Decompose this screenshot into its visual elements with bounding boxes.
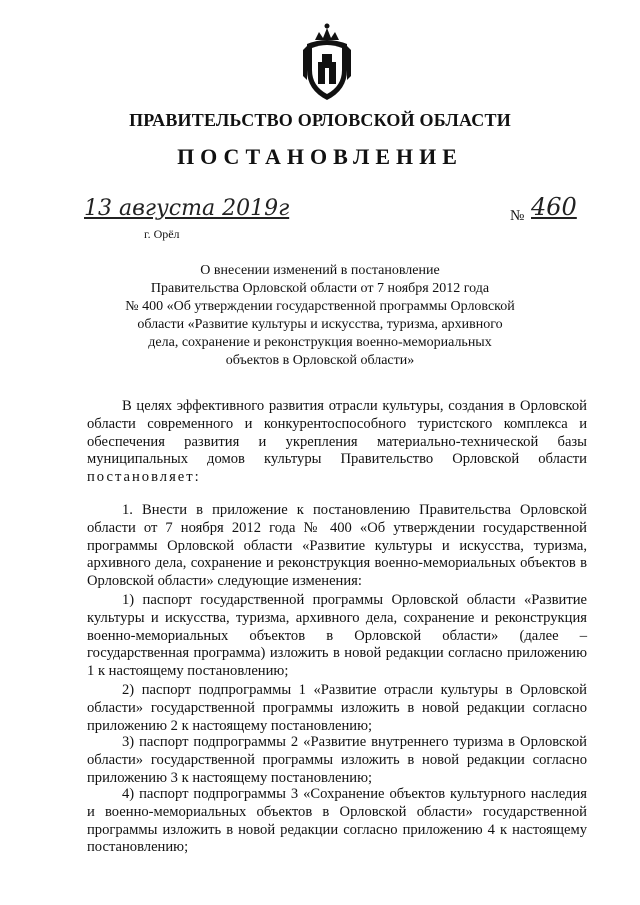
- item-1: 1. Внести в приложение к постановлению Правительства Орловской области от 7 ноября 2012 года № 400 «Об утверждении государственной программы Орловской области «Развитие культуры и искусства, туризма, архивного дела, сохранение и реконструкция военно-мемориальных объектов в Орловской области» следующие изменения:: [87, 502, 587, 590]
- title-line: объектов в Орловской области»: [225, 353, 415, 368]
- subitem-1: 1) паспорт государственной программы Орловской области «Развитие культуры и искусства, туризма, архивного дела, сохранение и реконструкция военно-мемориальных объектов в Орловской области» (далее – государственная программа) изложить в новой редакции согласно приложению 1 к настоящему постановлению;: [87, 592, 587, 680]
- document-number: 460: [531, 193, 577, 221]
- subitem-3: 3) паспорт подпрограммы 2 «Развитие внутреннего туризма в Орловской области» государственной программы изложить в новой редакции согласно приложению 3 к настоящему постановлению;: [87, 734, 587, 786]
- document-date: 13 августа 2019г: [84, 196, 290, 221]
- title-line: Правительства Орловской области от 7 ноября 2012 года: [150, 281, 490, 296]
- preamble-text: В целях эффективного развития отрасли культуры, создания в Орловской области современного и конкурентоспособного туристского комплекса и обеспечения развития и укрепления материально-технической базы муниципальных домов культуры Правительство Орловской области: [87, 398, 587, 468]
- title-line: области «Развитие культуры и искусства, туризма, архивного: [137, 317, 503, 332]
- subitem-4: 4) паспорт подпрограммы 3 «Сохранение объектов культурного наследия и военно-мемориальных объектов в Орловской области» государственной программы изложить в новой редакции согласно приложению 4 к настоящему постановлению;: [87, 786, 587, 856]
- title-line: О внесении изменений в постановление: [200, 263, 440, 278]
- document-title: [120, 262, 520, 370]
- organization-title: ПРАВИТЕЛЬСТВО ОРЛОВСКОЙ ОБЛАСТИ: [129, 110, 511, 130]
- preamble-paragraph: [87, 398, 587, 487]
- document-type: ПОСТАНОВЛЕНИЕ: [177, 144, 463, 169]
- coat-of-arms-icon: [301, 20, 353, 102]
- title-line: № 400 «Об утверждении государственной программы Орловской: [125, 299, 515, 314]
- resolves-word: постановляет:: [87, 469, 201, 486]
- number-label: №: [510, 208, 525, 224]
- city-label: г. Орёл: [144, 227, 180, 241]
- subitem-2: 2) паспорт подпрограммы 1 «Развитие отрасли культуры в Орловской области» государственной программы изложить в новой редакции согласно приложению 2 к настоящему постановлению;: [87, 682, 587, 734]
- title-line: дела, сохранение и реконструкция военно-мемориальных: [148, 335, 492, 350]
